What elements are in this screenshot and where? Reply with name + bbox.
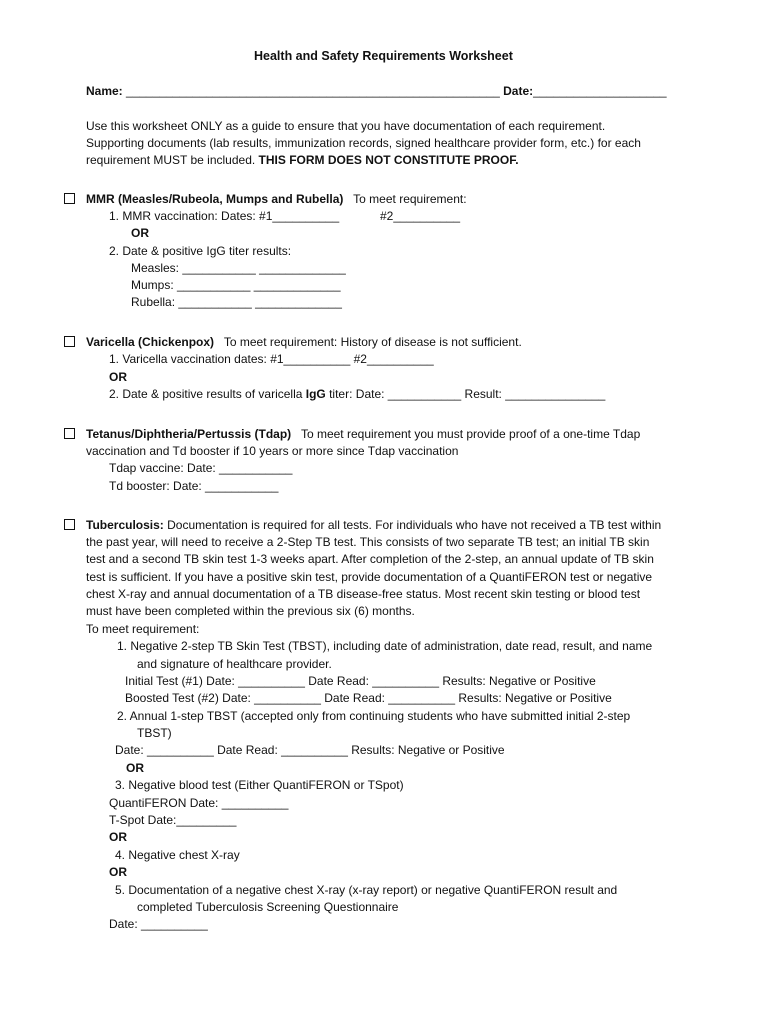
tb-item-5-date: Date: __________ (109, 917, 208, 931)
mmr-measles: Measles: ___________ _____________ (131, 261, 346, 275)
varicella-igg: IgG (305, 387, 326, 401)
tb-para-1 (86, 517, 661, 533)
tb-para-5: chest X-ray and annual documentation of a TB disease-free status. Most recent skin testing or blood test (86, 587, 641, 601)
tb-tspot-date: T-Spot Date:_________ (109, 813, 237, 827)
tb-meet: To meet requirement: (86, 622, 200, 636)
name-label: Name: (86, 84, 123, 98)
intro-line-2: Supporting documents (lab results, immunization records, signed healthcare provider form, etc.) for each (86, 136, 641, 150)
tb-or-2: OR (109, 830, 127, 844)
tb-checkbox[interactable] (64, 519, 75, 530)
tdap-line-2: vaccination and Td booster if 10 years or more since Tdap vaccination (86, 444, 459, 458)
tb-item-1b: and signature of healthcare provider. (137, 657, 332, 671)
intro-line-3-text: requirement MUST be included. (86, 153, 256, 167)
varicella-note: To meet requirement: History of disease is not sufficient. (223, 335, 522, 349)
mmr-checkbox[interactable] (64, 193, 75, 204)
tb-item-5a: 5. Documentation of a negative chest X-ray (x-ray report) or negative QuantiFERON result and (115, 883, 618, 897)
tdap-booster: Td booster: Date: ___________ (109, 479, 279, 493)
tb-para-3: test and a second TB skin test 1-3 weeks apart. After completion of the 2-step, an annual update of TB skin (86, 552, 654, 566)
varicella-item-2-fields: titer: Date: ___________ Result: _______________ (325, 387, 606, 401)
tb-boosted-test: Boosted Test (#2) Date: __________ Date Read: __________ Results: Negative or Positive (125, 691, 612, 705)
mmr-note: To meet requirement: (353, 192, 467, 206)
tb-para-1-text: Documentation is required for all tests. For individuals who have not received a TB test within (163, 518, 662, 532)
mmr-heading: MMR (Measles/Rubeola, Mumps and Rubella) (86, 192, 344, 206)
mmr-heading-row (86, 191, 467, 207)
intro-line-3 (86, 152, 519, 168)
tb-or-3: OR (109, 865, 127, 879)
varicella-item-2 (109, 386, 605, 402)
tb-para-2: the past year, will need to receive a 2-Step TB test. This consists of two separate TB test; an initial TB skin (86, 535, 650, 549)
tb-quantiferon-date: QuantiFERON Date: __________ (109, 796, 289, 810)
varicella-or: OR (109, 370, 127, 384)
mmr-item-2: 2. Date & positive IgG titer results: (109, 244, 292, 258)
varicella-heading-row (86, 334, 522, 350)
mmr-item-1-second: #2__________ (380, 209, 461, 223)
intro-line-1: Use this worksheet ONLY as a guide to ensure that you have documentation of each requirement. (86, 119, 606, 133)
tdap-heading-row (86, 426, 640, 442)
date-label: Date: (503, 84, 534, 98)
date-field[interactable]: ____________________ (533, 84, 667, 98)
tb-item-1a: 1. Negative 2-step TB Skin Test (TBST), including date of administration, date read, result, and name (117, 639, 653, 653)
mmr-item-1: 1. MMR vaccination: Dates: #1__________ (109, 209, 340, 223)
name-field[interactable]: ________________________________________________________ (126, 84, 500, 98)
tb-initial-test: Initial Test (#1) Date: __________ Date Read: __________ Results: Negative or Positive (125, 674, 596, 688)
name-row (86, 83, 667, 99)
tdap-heading: Tetanus/Diphtheria/Pertussis (Tdap) (86, 427, 292, 441)
tb-item-3: 3. Negative blood test (Either QuantiFERON or TSpot) (115, 778, 404, 792)
tb-para-4: test is sufficient. If you have a positive skin test, provide documentation of a QuantiFERON test or negative (86, 570, 653, 584)
varicella-heading: Varicella (Chickenpox) (86, 335, 215, 349)
varicella-item-1: 1. Varicella vaccination dates: #1__________ #2__________ (109, 352, 434, 366)
tdap-note: To meet requirement you must provide proof of a one-time Tdap (300, 427, 641, 441)
tb-or-1: OR (126, 761, 144, 775)
tb-item-2b: TBST) (137, 726, 172, 740)
tb-item-2a: 2. Annual 1-step TBST (accepted only from continuing students who have submitted initial 2-step (117, 709, 631, 723)
disclaimer: THIS FORM DOES NOT CONSTITUTE PROOF. (258, 153, 519, 167)
mmr-mumps: Mumps: ___________ _____________ (131, 278, 341, 292)
varicella-checkbox[interactable] (64, 336, 75, 347)
mmr-or: OR (131, 226, 149, 240)
tb-para-6: must have been completed within the previous six (6) months. (86, 604, 415, 618)
tb-item-5b: completed Tuberculosis Screening Questionnaire (137, 900, 399, 914)
tb-item-4: 4. Negative chest X-ray (115, 848, 240, 862)
varicella-item-2-text: 2. Date & positive results of varicella (109, 387, 303, 401)
tb-item-2-date: Date: __________ Date Read: __________ Results: Negative or Positive (115, 743, 505, 757)
mmr-rubella: Rubella: ___________ _____________ (131, 295, 342, 309)
page-title: Health and Safety Requirements Worksheet (254, 49, 513, 63)
tb-heading: Tuberculosis: (86, 518, 164, 532)
tdap-checkbox[interactable] (64, 428, 75, 439)
tdap-vaccine: Tdap vaccine: Date: ___________ (109, 461, 293, 475)
